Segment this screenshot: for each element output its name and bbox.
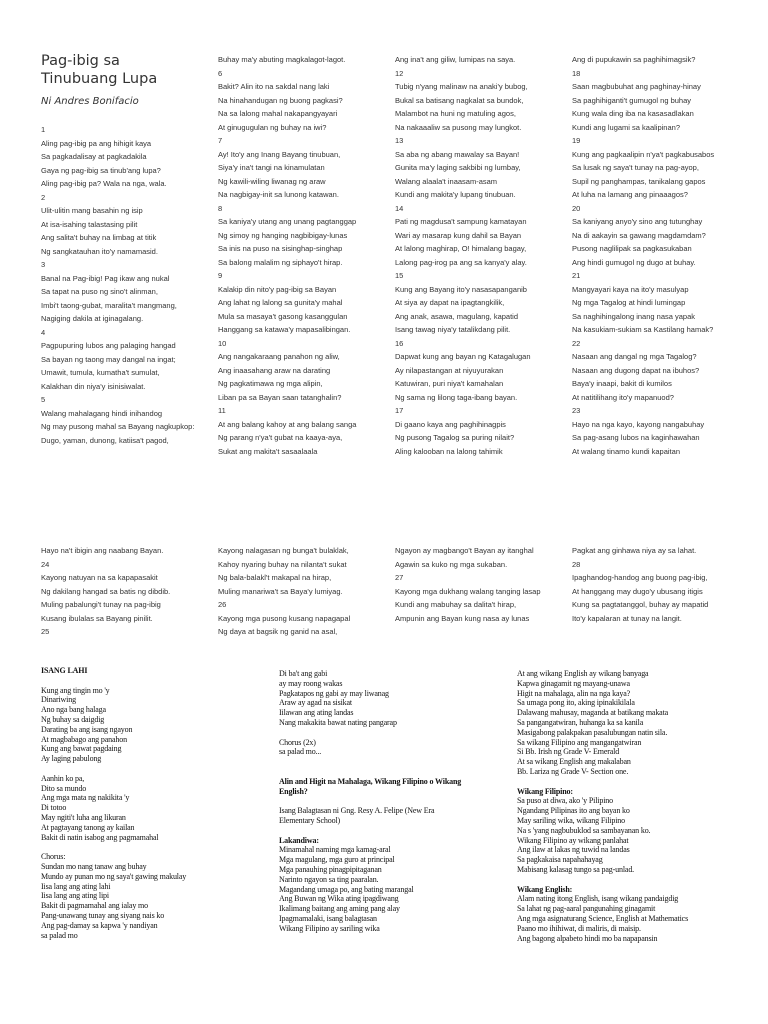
stanza-number: 10 <box>218 338 227 348</box>
stanza-number: 13 <box>395 136 404 145</box>
poem-title <box>41 52 181 88</box>
text-line: Wikang Filipino ay sariling wika <box>279 923 380 933</box>
stanza-number: 24 <box>41 559 50 569</box>
poem-column-8 <box>572 544 750 625</box>
poem-author: Ni Andres Bonifacio <box>41 96 139 107</box>
poem-line: Kusang ibulalas sa Bayang pinilit. <box>41 613 153 623</box>
text-line: Mga magulang, mga guro at principal <box>279 855 395 865</box>
text-line: Darating ba ang isang ngayon <box>41 724 133 734</box>
text-line: Nang makakita bawat nating pangarap <box>279 717 397 727</box>
poem-line: Imbi't taong-gubat, maralita't mangmang, <box>41 300 177 310</box>
text-line: At ang wikang English ay wikang banyaga <box>517 669 649 678</box>
text-line: Ng buhay sa daigdig <box>41 714 105 724</box>
text-line: Ngandang Pilipinas ito ang bayan ko <box>517 806 630 816</box>
poem-line: Muling pabalungi't tunay na pag-ibig <box>41 600 161 609</box>
poem-line: Sa paghihiganti't gumugol ng buhay <box>572 95 692 105</box>
text-line: Minamahal naming mga kamag-aral <box>279 845 391 855</box>
poem-line: Ay nilapastangan at niyuyurakan <box>395 365 504 375</box>
poem-line: Ulit-ulitin mang basahin ng isip <box>41 206 143 215</box>
text-line: Sa pangangatwiran, huhanga ka sa kanila <box>517 717 644 727</box>
text-line: Iilawan ang ating landas <box>279 708 354 718</box>
section-heading: Alin and Higit na Mahalaga, Wikang Filipino o Wikang English? <box>279 776 462 796</box>
poem-line: Gaya ng pag-ibig sa tinub'ang lupa? <box>41 165 161 175</box>
poem-column-4 <box>572 53 750 458</box>
poem-line: Sa pag-asang lubos na kaginhawahan <box>572 433 700 442</box>
poem-line: At walang tinamo kundi kapaitan <box>572 446 680 456</box>
text-line: Pagkatapos ng gabi ay may liwanag <box>279 688 389 698</box>
text-line: May sariling wika, wikang Filipino <box>517 815 626 825</box>
text-line: Araw ay agad na sisikat <box>279 698 352 708</box>
poem-line: Kundi ang lugami sa kaalipinan? <box>572 122 680 132</box>
text-line: Isang Balagtasan ni Gng. Resy A. Felipe (New Era Elementary School) <box>279 806 435 825</box>
poem-line: Ang salita't buhay na limbag at titik <box>41 233 157 242</box>
text-line <box>279 826 469 836</box>
text-line: Ipagmamalaki, isang balagtasan <box>279 913 377 923</box>
text-line: Aanhin ko pa, <box>41 773 85 783</box>
poem-line: Umawit, tumula, kumatha't sumulat, <box>41 368 160 377</box>
poem-line: Ng sangkatauhan ito'y namamasid. <box>41 246 158 256</box>
balagtasan-intro <box>279 669 469 934</box>
poem-line: At siya ay dapat na ipagtangkilik, <box>395 298 505 307</box>
poem-line: Kayong mga pusong kusang napagapal <box>218 613 351 623</box>
poem-line: Ipaghandog-handog ang buong pag-ibig, <box>572 573 708 582</box>
text-line: Bb. Lariza ng Grade V- Section one. <box>517 766 629 776</box>
poem-line: Tubig n'yang malinaw na anaki'y bubog, <box>395 82 528 91</box>
poem-line: Nasaan ang dangal ng mga Tagalog? <box>572 352 697 361</box>
poem-line: Ang anak, asawa, magulang, kapatid <box>395 311 518 321</box>
text-line: Pang-unawang tunay ang siyang nais ko <box>41 910 165 920</box>
poem-line: Sa pagkadalisay at pagkadakila <box>41 152 147 161</box>
stanza-number: 11 <box>218 406 226 415</box>
text-line <box>279 757 469 767</box>
poem-line: Ng mga Tagalog at hindi lumingap <box>572 298 686 307</box>
poem-line: Kahoy nyaring buhay na nilanta't sukat <box>218 559 347 569</box>
poem-line: Na nakaaaliw sa pusong may lungkot. <box>395 122 522 132</box>
poem-line: Kung sa pagtatanggol, buhay ay mapatid <box>572 600 709 609</box>
text-line: Ikalimang baitang ang aming pang alay <box>279 904 400 914</box>
text-line: Chorus (2x) <box>279 737 316 747</box>
poem-line: Ngayon ay magbango't Bayan ay itanghal <box>395 546 534 555</box>
poem-line: Mula sa masaya't gasong kasanggulan <box>218 311 348 321</box>
poem-line: Kalakip din nito'y pag-ibig sa Bayan <box>218 284 337 294</box>
poem-line: Kalakhan din niya'y isinisiwalat. <box>41 381 146 391</box>
poem-line: Pagpupuring lubos ang palaging hangad <box>41 341 176 350</box>
poem-line: Banal na Pag-ibig! Pag ikaw ang nukal <box>41 273 170 283</box>
poem-line: Sa inis na puso na sisinghap-singhap <box>218 244 343 253</box>
text-line: Mabisang kalasag tungo sa pag-unlad. <box>517 864 635 874</box>
text-line: sa palad mo <box>41 930 78 940</box>
poem-line: Kung wala ding iba na kasasadlakan <box>572 109 694 118</box>
poem-line: Ang ina't ang giliw, lumipas na saya. <box>395 55 516 64</box>
poem-line: Ng sama ng lilong taga-ibang bayan. <box>395 392 518 402</box>
section-heading: Wikang English: <box>517 884 573 894</box>
poem-line: Walang mahalagang hindi inihandog <box>41 408 163 418</box>
text-line: Bakit di natin isabog ang pagmamahal <box>41 832 159 842</box>
text-line: Chorus: <box>41 852 66 862</box>
text-line: Ano nga bang halaga <box>41 705 106 715</box>
stanza-number: 5 <box>41 395 46 404</box>
poem-line: Wari ay masarap kung dahil sa Bayan <box>395 230 522 240</box>
poem-line: Na hinahandugan ng buong pagkasi? <box>218 95 343 105</box>
text-line: Higit na mahalaga, alin na nga kaya? <box>517 688 630 698</box>
poem-line: Ng pusong Tagalog sa puring nilait? <box>395 433 515 442</box>
text-line: Kapwa ginagamit ng mayang-unawa <box>517 678 630 688</box>
text-line: Mga panauhing pinagpipitaganan <box>279 864 382 874</box>
text-line: Di ba't ang gabi <box>279 669 328 678</box>
poem-line: Na sa lalong mahal nakapangyayari <box>218 109 338 118</box>
poem-line: Ng dakilang hangad sa batis ng dibdib. <box>41 586 171 596</box>
poem-line: Kung ang Bayang ito'y nasasapanganib <box>395 284 527 294</box>
stanza-number: 27 <box>395 573 404 582</box>
text-line: Kung ang bawat pagdaing <box>41 744 122 754</box>
poem-line: At hanggang may dugo'y ubusang itigis <box>572 586 703 596</box>
poem-line: Sa bayan ng taong may dangal na ingat; <box>41 354 176 364</box>
balagtasan-continued <box>517 669 732 943</box>
song-isang-lahi <box>41 666 241 940</box>
text-line: At sa wikang English ang makalaban <box>517 757 631 767</box>
poem-line: Sa naghihingalong inang nasa yapak <box>572 311 696 321</box>
poem-line: Bukal sa batisang nagkalat sa bundok, <box>395 95 524 105</box>
text-line: ay may roong wakas <box>279 678 343 688</box>
text-line: Narinto ngayon sa ting paaralan. <box>279 874 379 884</box>
poem-title-line: Pag-ibig sa <box>41 53 120 69</box>
poem-line: Aling pag-ibig pa ang hihigit kaya <box>41 138 152 148</box>
poem-line: Ng pagkatimawa ng mga alipin, <box>218 379 323 388</box>
poem-line: Ng daya at bagsik ng ganid na asal, <box>218 627 338 636</box>
poem-line: Sa balong malalim ng siphayo't hirap. <box>218 257 343 267</box>
text-line: Paano mo ihihiwat, di maliris, di maisip. <box>517 923 641 933</box>
text-line: Na s 'yang nagbubuklod sa sambayanan ko. <box>517 825 651 835</box>
section-heading: Wikang Filipino: <box>517 786 573 796</box>
poem-line: Kundi ang mabuhay sa dalita't hirap, <box>395 600 517 609</box>
poem-line: Pagkat ang ginhawa niya ay sa lahat. <box>572 546 697 555</box>
poem-line: Sukat ang makita't sasaalaala <box>218 446 318 456</box>
stanza-number: 12 <box>395 68 404 78</box>
text-line <box>279 728 469 738</box>
poem-line: Katuwiran, puri niya't kamahalan <box>395 379 504 388</box>
stanza-number: 20 <box>572 203 581 213</box>
poem-line: Agawin sa kuko ng mga sukaban. <box>395 559 508 569</box>
text-line: Di totoo <box>41 803 67 813</box>
text-line <box>41 842 241 852</box>
text-line: Ang pag-damay sa kapwa 'y nandiyan <box>41 920 158 930</box>
text-line: Iisa lang ang ating lipi <box>41 891 109 901</box>
text-line: At pagtayang tanong ay kailan <box>41 822 135 832</box>
text-line: Ay laging pabulong <box>41 754 102 764</box>
stanza-number: 1 <box>41 125 46 134</box>
poem-line: Nasaan ang dugong dapat na ibuhos? <box>572 365 700 375</box>
poem-line: Na di aakayin sa gawang magdamdam? <box>572 230 706 240</box>
poem-line: Sa lusak ng saya't tunay na pag-ayop, <box>572 163 699 172</box>
text-line: Sundan mo nang tanaw ang buhay <box>41 861 147 871</box>
stanza-number: 16 <box>395 338 404 348</box>
text-line: Ang mga asignaturang Science, English at Mathematics <box>517 913 689 923</box>
text-line: Si Bb. Irish ng Grade V- Emerald <box>517 747 620 757</box>
poem-line: Di gaano kaya ang paghihinagpis <box>395 419 506 429</box>
text-line: Masigabong palakpakan pasalubungan natin sila. <box>517 727 668 737</box>
poem-line: Dugo, yaman, dunong, katiisa't pagod, <box>41 435 169 445</box>
text-line: Ang bagong alpabeto hindi mo ba napapansin <box>517 933 658 943</box>
poem-line: Pati ng magdusa't sampung kamatayan <box>395 217 527 226</box>
poem-line: Sa aba ng abang mawalay sa Bayan! <box>395 149 520 159</box>
stanza-number: 4 <box>41 327 46 337</box>
poem-line: Supil ng panghampas, tanikalang gapos <box>572 176 706 186</box>
text-line: Bakit di pagmamahal ang ialay mo <box>41 901 148 911</box>
poem-line: Liban pa sa Bayan saan tatanghalin? <box>218 392 342 402</box>
text-line: Kung ang tingin mo 'y <box>41 685 110 695</box>
poem-line: At luha na lamang ang pinaaagos? <box>572 190 688 199</box>
poem-line: Siya'y ina't tangi na kinamulatan <box>218 163 325 172</box>
stanza-number: 28 <box>572 559 581 569</box>
text-line: Dito sa mundo <box>41 783 87 793</box>
text-line <box>41 764 241 774</box>
section-heading: ISANG LAHI <box>41 666 88 675</box>
poem-line: Bakit? Alin ito na sakdal nang laki <box>218 82 330 91</box>
poem-line: Saan magbubuhat ang paghinay-hinay <box>572 82 701 91</box>
poem-column-7 <box>395 544 545 625</box>
poem-line: Aling kalooban na lalong tahimik <box>395 446 503 456</box>
poem-line: Hayo na't ibigin ang naabang Bayan. <box>41 546 164 555</box>
stanza-number: 17 <box>395 406 404 415</box>
poem-column-1 <box>41 123 219 447</box>
stanza-number: 25 <box>41 627 50 636</box>
poem-column-5 <box>41 544 219 639</box>
section-heading: Lakandiwa: <box>279 835 319 845</box>
poem-line: Lalong pag-irog pa ang sa kanya'y alay. <box>395 257 527 267</box>
stanza-number: 14 <box>395 203 404 213</box>
poem-line: Ang nangakaraang panahon ng aliw, <box>218 352 340 361</box>
poem-line: Muling manariwa't sa Baya'y lumiyag. <box>218 586 343 596</box>
poem-column-6 <box>218 544 396 639</box>
poem-line: Malambot na huni ng matuling agos, <box>395 109 516 118</box>
stanza-number: 19 <box>572 136 581 145</box>
stanza-number: 18 <box>572 68 581 78</box>
poem-line: Hanggang sa katawa'y mapasalibingan. <box>218 325 351 334</box>
text-line: Sa pagkakaisa napahahayag <box>517 855 603 865</box>
text-line <box>279 767 469 777</box>
poem-line: Walang alaala't inaasam-asam <box>395 176 498 186</box>
poem-line: At natitilihang ito'y mapanuod? <box>572 392 674 402</box>
poem-line: Sa tapat na puso ng sino't alinman, <box>41 287 158 296</box>
stanza-number: 9 <box>218 271 223 280</box>
text-line: At magbabago ang panahon <box>41 734 127 744</box>
poem-line: Dapwat kung ang bayan ng Katagalugan <box>395 352 531 361</box>
stanza-number: 15 <box>395 271 404 280</box>
text-line: Sa puso at diwa, ako 'y Pilipino <box>517 796 613 806</box>
text-line: Alam nating itong English, isang wikang pandaigdig <box>517 894 679 904</box>
poem-line: At lalong maghirap, O! himalang bagay, <box>395 244 527 253</box>
poem-line: Ng bala-balakl't makapal na hirap, <box>218 573 332 582</box>
poem-line: Mangyayari kaya na ito'y masulyap <box>572 284 689 294</box>
text-line: Ang ilaw at lakas ng tuwid na landas <box>517 845 630 855</box>
stanza-number: 2 <box>41 192 46 202</box>
text-line: Ang Buwan ng Wika ating ipagdiwang <box>279 894 399 904</box>
poem-line: Kung ang pagkaalipin n'ya't pagkabusabos <box>572 149 715 159</box>
poem-line: Isang tawag niya'y tatalikdang pilit. <box>395 325 511 334</box>
poem-line: Baya'y inaapi, bakit di kumilos <box>572 379 672 388</box>
poem-line: Ay! Ito'y ang Inang Bayang tinubuan, <box>218 149 341 159</box>
poem-line: Ng parang n'ya't gubat na kaaya-aya, <box>218 433 343 442</box>
text-line: Sa umaga pong ito, aking ipinakikilala <box>517 698 635 708</box>
text-line: Wikang Filipino ay wikang panlahat <box>517 835 629 845</box>
text-line <box>517 777 732 787</box>
poem-title-line: Tinubuang Lupa <box>41 71 158 87</box>
poem-line: Kayong nalagasan ng bunga't bulaklak, <box>218 546 349 555</box>
text-line: Mundo ay punan mo ng saya't gawing makulay <box>41 871 187 881</box>
stanza-number: 22 <box>572 338 581 348</box>
poem-line: Ang hindi gumugol ng dugo at buhay. <box>572 257 696 267</box>
poem-line: Sa kaniya'y utang ang unang pagtanggap <box>218 217 357 226</box>
text-line <box>279 796 469 806</box>
poem-line: Pusong naglilipak sa pagkasukaban <box>572 244 692 253</box>
stanza-number: 23 <box>572 406 581 415</box>
text-line: Dinariwing <box>41 695 76 705</box>
poem-line: At ang balang kahoy at ang balang sanga <box>218 419 357 429</box>
poem-line: Kundi ang makita'y lupang tinubuan. <box>395 190 516 199</box>
stanza-number: 3 <box>41 260 46 269</box>
text-line: May ngiti't luha ang likuran <box>41 812 126 822</box>
text-line: Iisa lang ang ating lahi <box>41 881 111 891</box>
text-line: Ang mga mata ng nakikita 'y <box>41 793 130 803</box>
poem-line: Ng simoy ng hanging nagbibigay-lunas <box>218 230 348 240</box>
poem-line: Ito'y kapalaran at tunay na langit. <box>572 613 682 623</box>
poem-line: Ang di pupukawin sa paghihimagsik? <box>572 55 696 64</box>
poem-line: Buhay ma'y abuting magkalagot-lagot. <box>218 55 346 64</box>
poem-line: Na nagbigay-init sa lunong katawan. <box>218 190 339 199</box>
poem-line: Ampunin ang Bayan kung nasa ay lunas <box>395 613 530 623</box>
poem-line: Hayo na nga kayo, kayong nangabuhay <box>572 419 705 429</box>
poem-column-2 <box>218 53 396 458</box>
stanza-number: 6 <box>218 68 223 78</box>
stanza-number: 7 <box>218 136 223 145</box>
stanza-number: 8 <box>218 203 223 213</box>
poem-line: Ang inaasahang araw na darating <box>218 365 331 375</box>
poem-line: At ginugugulan ng buhay na iwi? <box>218 122 327 132</box>
stanza-number: 26 <box>218 600 227 609</box>
poem-line: Gunita ma'y laging sakbibi ng lumbay, <box>395 163 521 172</box>
text-line: Sa wikang Filipino ang mangangatwiran <box>517 737 642 747</box>
poem-line: Kayong mga dukhang walang tanging lasap <box>395 586 541 596</box>
poem-line: Na kasukiam-sukiam sa Kastilang hamak? <box>572 325 714 334</box>
poem-line: Nagiging dakila at iginagalang. <box>41 314 144 323</box>
stanza-number: 21 <box>572 271 581 280</box>
poem-line: Ang lahat ng lalong sa gunita'y mahal <box>218 298 343 307</box>
text-line: Magandang umaga po, ang bating marangal <box>279 884 414 894</box>
poem-line: Ng kawili-wiling liwanag ng araw <box>218 176 326 186</box>
poem-line: Ng may pusong mahal sa Bayang nagkupkop: <box>41 422 195 431</box>
text-line: Dalawang mahusay, maganda at batikang makata <box>517 708 669 718</box>
poem-line: Kayong natuyan na sa kapapasakit <box>41 573 158 582</box>
poem-column-3 <box>395 53 573 458</box>
text-line <box>41 676 241 686</box>
text-line: sa palad mo... <box>279 747 322 757</box>
text-line <box>517 875 732 885</box>
poem-line: At isa-isahing talastasing pilit <box>41 219 138 229</box>
poem-line: Sa kaniyang anyo'y sino ang tutunghay <box>572 217 703 226</box>
poem-line: Aling pag-ibig pa? Wala na nga, wala. <box>41 179 167 188</box>
text-line: Sa lahat ng pag-aaral pangunahing ginagamit <box>517 904 656 914</box>
